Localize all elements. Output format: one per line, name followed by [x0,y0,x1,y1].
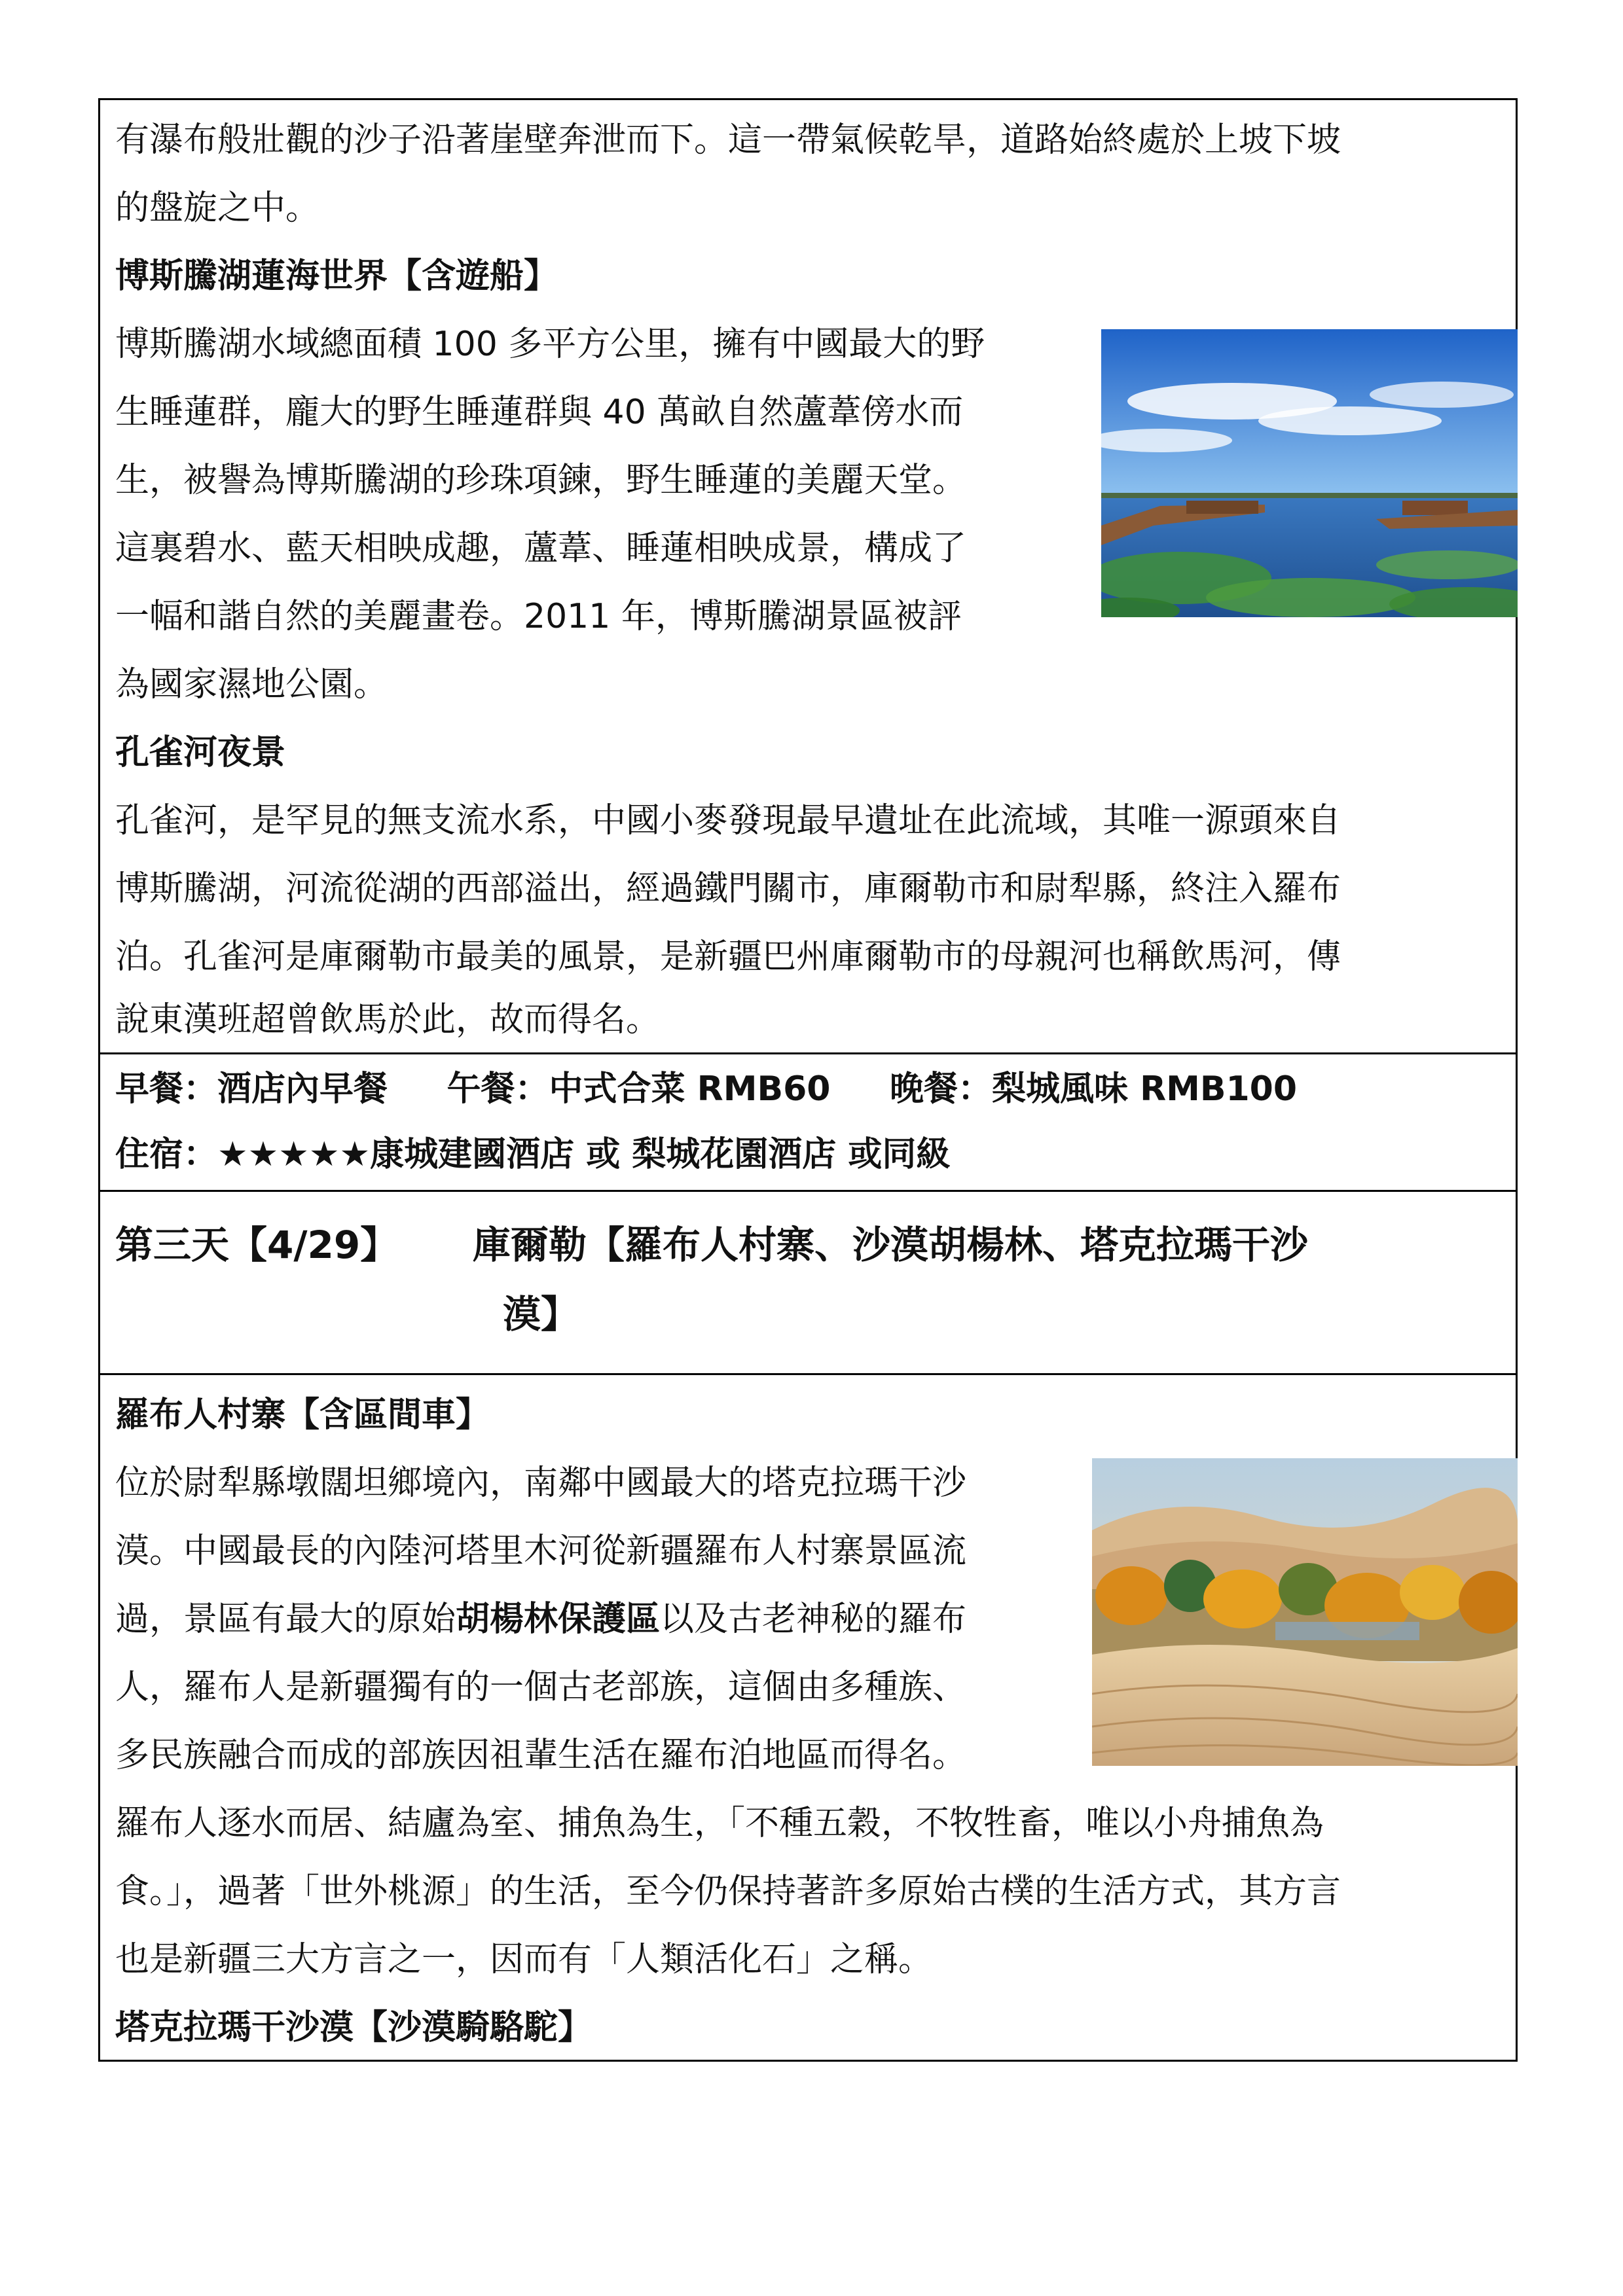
loplik-line: 食。」，過著「世外桃源」的生活，至今仍保持著許多原始古樸的生活方式，其方言 [115,1872,1341,1911]
day3-title: 庫爾勒【羅布人村寨、沙漠胡楊林、塔克拉瑪干沙 [473,1223,1309,1267]
loplik-line: 多民族融合而成的部族因祖輩生活在羅布泊地區而得名。 [115,1736,967,1775]
intro-line: 的盤旋之中。 [115,188,320,228]
desert-populus-photo [1092,1458,1518,1766]
kongque-line: 說東漢班超曾飲馬於此，故而得名。 [115,1000,661,1039]
loplik-line: 也是新疆三大方言之一，因而有「人類活化石」之稱。 [115,1940,933,1979]
bosten-line: 博斯騰湖水域總面積 100 多平方公里，擁有中國最大的野 [115,325,985,364]
loplik-line-part: 以及古老神秘的羅布 [660,1600,967,1639]
kongque-line: 博斯騰湖，河流從湖的西部溢出，經過鐵門關市，庫爾勒市和尉犁縣，終注入羅布 [115,869,1341,908]
loplik-line: 漠。中國最長的內陸河塔里木河從新疆羅布人村寨景區流 [115,1532,967,1571]
loplik-line: 位於尉犁縣墩闊坦鄉境內，南鄰中國最大的塔克拉瑪干沙 [115,1463,967,1503]
loplik-line-part: 過，景區有最大的原始 [115,1600,456,1639]
dinner-label: 晚餐：梨城風味 RMB100 [889,1069,1298,1109]
lunch-label: 午餐：中式合菜 RMB60 [447,1069,831,1109]
section-title-taklamakan: 塔克拉瑪干沙漠【沙漠騎駱駝】 [115,2008,593,2047]
kongque-line: 孔雀河，是罕見的無支流水系，中國小麥發現最早遺址在此流域，其唯一源頭來自 [115,801,1341,840]
intro-line: 有瀑布般壯觀的沙子沿著崖壁奔泄而下。這一帶氣候乾旱，道路始終處於上坡下坡 [115,120,1341,160]
bosten-line: 生睡蓮群，龐大的野生睡蓮群與 40 萬畝自然蘆葦傍水而 [115,393,964,432]
bosten-lake-photo [1101,329,1518,617]
day3-label: 第三天【4/29】 [115,1223,399,1267]
lodging-label: 住宿：★★★★★康城建國酒店 或 梨城花園酒店 或同級 [115,1135,951,1174]
bosten-line: 生，被譽為博斯騰湖的珍珠項鍊，野生睡蓮的美麗天堂。 [115,461,967,500]
day3-title-cont: 漠】 [503,1292,579,1336]
loplik-line: 羅布人逐水而居、結廬為室、捕魚為生，「不種五穀，不牧牲畜，唯以小舟捕魚為 [115,1804,1324,1843]
loplik-line [115,1585,966,1653]
loplik-line: 人，羅布人是新疆獨有的一個古老部族，這個由多種族、 [115,1668,967,1707]
kongque-line: 泊。孔雀河是庫爾勒市最美的風景，是新疆巴州庫爾勒市的母親河也稱飲馬河，傳 [115,937,1341,977]
breakfast-label: 早餐：酒店內早餐 [115,1069,388,1109]
section-title-kongque: 孔雀河夜景 [115,733,286,772]
bosten-line: 一幅和諧自然的美麗畫卷。2011 年，博斯騰湖景區被評 [115,597,962,636]
meals-row [115,1055,1297,1123]
section-title-bosten: 博斯騰湖蓮海世界【含遊船】 [115,257,558,296]
highlight-populus-reserve: 胡楊林保護區 [456,1600,661,1639]
bosten-line: 為國家濕地公園。 [115,665,388,704]
row-divider [98,1373,1518,1375]
section-title-loplik: 羅布人村寨【含區間車】 [115,1395,490,1435]
row-divider [98,1190,1518,1192]
bosten-line: 這裏碧水、藍天相映成趣，蘆葦、睡蓮相映成景，構成了 [115,529,967,568]
